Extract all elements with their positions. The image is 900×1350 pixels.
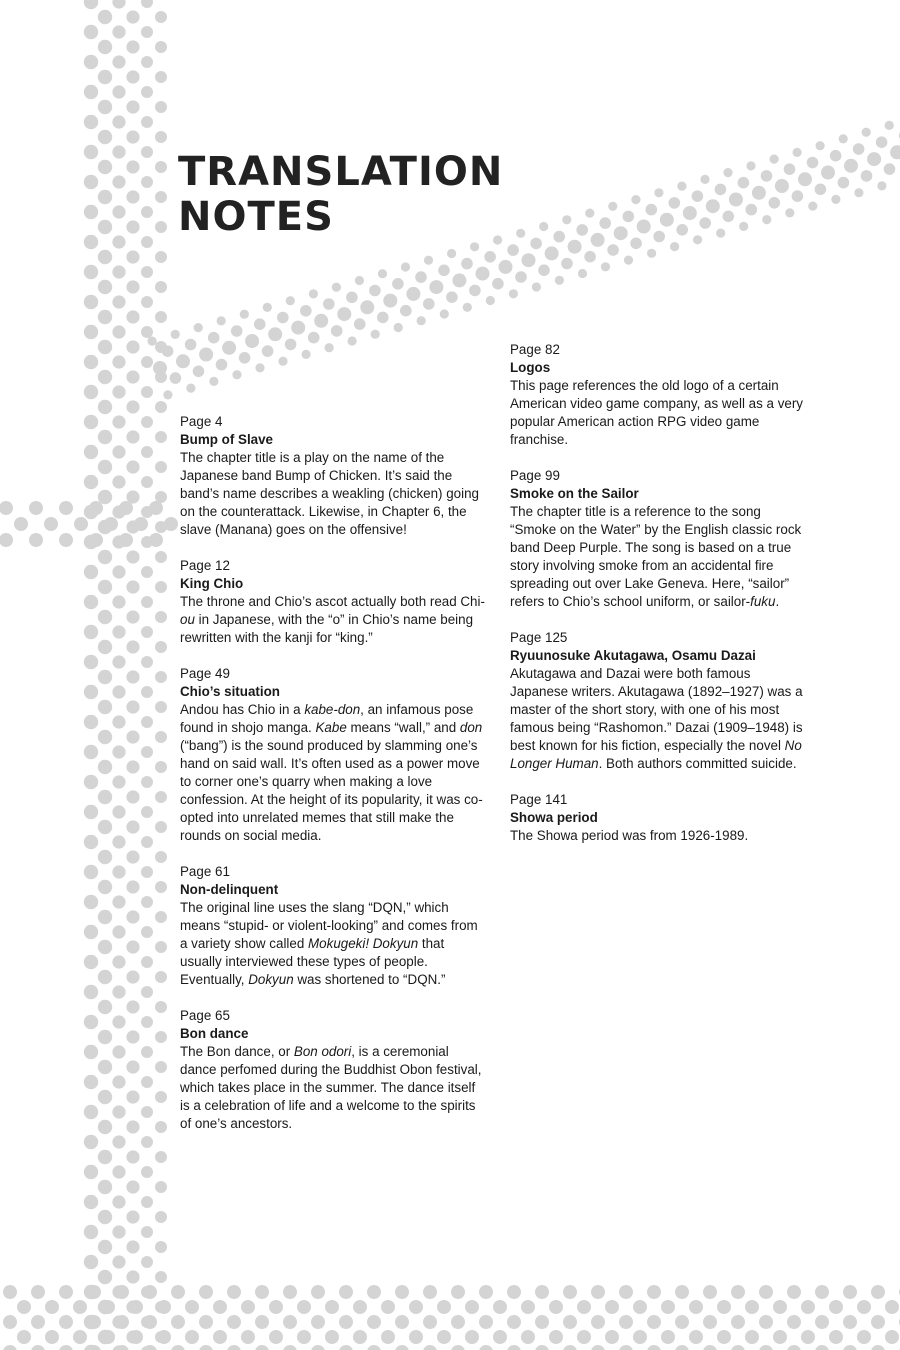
- note-body-italic: ou: [180, 612, 195, 627]
- note-body-text: in Japanese, with the “o” in Chio’s name being rewritten with the kanji for “king.”: [180, 612, 474, 645]
- note-body-italic: Bon odori: [293, 1044, 352, 1059]
- translation-note: [180, 1007, 488, 1133]
- note-body: [510, 827, 810, 845]
- translation-note: [180, 413, 488, 539]
- note-body-text: Andou has Chio in a: [180, 702, 305, 717]
- note-page-number: Page 65: [180, 1008, 230, 1023]
- note-body: [510, 377, 810, 449]
- note-heading: Bump of Slave: [180, 432, 274, 447]
- notes-column-right: [510, 341, 810, 863]
- title-line-1: TRANSLATION: [178, 149, 504, 195]
- note-page-number: Page 141: [510, 792, 568, 807]
- note-body-text: . Both authors committed suicide.: [598, 756, 797, 771]
- note-body-italic: Dokyun: [248, 972, 294, 987]
- note-heading: Ryuunosuke Akutagawa, Osamu Dazai: [510, 648, 756, 663]
- note-heading: Non-delinquent: [180, 882, 279, 897]
- note-body-italic: No Longer Human: [510, 738, 802, 771]
- note-body: [180, 701, 488, 845]
- note-body-text: This page references the old logo of a certain American video game company, as well as a very popular American action RPG video game franchise.: [510, 378, 803, 447]
- note-body-italic: kabe-don: [304, 702, 361, 717]
- title-line-2: NOTES: [178, 194, 334, 240]
- note-heading: Chio’s situation: [180, 684, 280, 699]
- note-body-text: .: [775, 594, 780, 609]
- notes-column-left: [180, 413, 488, 1151]
- note-body-text: , an infamous pose found in shojo manga.: [180, 702, 474, 735]
- page-title: [178, 150, 503, 240]
- note-body: [180, 1043, 488, 1133]
- note-heading: Logos: [510, 360, 551, 375]
- translation-note: [180, 863, 488, 989]
- translation-note: [180, 557, 488, 647]
- note-page-number: Page 4: [180, 414, 223, 429]
- note-heading: Showa period: [510, 810, 598, 825]
- note-heading: Smoke on the Sailor: [510, 486, 639, 501]
- note-body-text: The throne and Chio’s ascot actually both read Chi-: [180, 594, 485, 609]
- note-body-text: The original line uses the slang “DQN,” which means “stupid- or violent-looking” and comes from a variety show called: [180, 900, 478, 951]
- note-body-text: means “wall,” and: [346, 720, 460, 735]
- note-body-text: The Bon dance, or: [180, 1044, 294, 1059]
- note-body: [180, 449, 488, 539]
- translation-note: [510, 341, 810, 449]
- note-page-number: Page 82: [510, 342, 560, 357]
- note-body: [180, 899, 488, 989]
- note-body: [510, 665, 810, 773]
- note-body-italic: Kabe: [315, 720, 347, 735]
- note-body-text: was shortened to “DQN.”: [293, 972, 446, 987]
- note-heading: Bon dance: [180, 1026, 249, 1041]
- note-body-italic: fuku: [750, 594, 776, 609]
- note-page-number: Page 125: [510, 630, 568, 645]
- note-page-number: Page 12: [180, 558, 230, 573]
- note-body: [180, 593, 488, 647]
- note-page-number: Page 49: [180, 666, 230, 681]
- note-page-number: Page 61: [180, 864, 230, 879]
- note-body-text: (“bang”) is the sound produced by slamming one’s hand on said wall. It’s often used as a power move to corner one’s quarry when making a love confession. At the height of its popularity, it was co-opted into unrelated memes that still make the rounds on social media.: [180, 738, 483, 843]
- note-body-text: The Showa period was from 1926-1989.: [510, 828, 749, 843]
- note-body-text: that usually interviewed these types of people. Eventually,: [180, 936, 445, 987]
- note-body: [510, 503, 810, 611]
- note-body-text: The chapter title is a play on the name of the Japanese band Bump of Chicken. It’s said the band’s name describes a weakling (chicken) going on the counterattack. Likewise, in Chapter 6, the slave (Manana) goes on the offensive!: [180, 450, 479, 537]
- note-body-text: , is a ceremonial dance perfomed during the Buddhist Obon festival, which takes place in the summer. The dance itself is a celebration of life and a welcome to the spirits of one’s ancestors.: [180, 1044, 482, 1131]
- note-body-italic: don: [459, 720, 483, 735]
- note-body-text: The chapter title is a reference to the song “Smoke on the Water” by the English classic rock band Deep Purple. The song is based on a true story involving smoke from an accidental fire spreading out over Lake Geneva. Here, “sailor” refers to Chio’s school uniform, or sailor-: [510, 504, 802, 609]
- note-body-italic: Mokugeki! Dokyun: [308, 936, 419, 951]
- note-body-text: Akutagawa and Dazai were both famous Japanese writers. Akutagawa (1892–1927) was a master of the short story, with one of his most famous being “Rashomon.” Dazai (1909–1948) is best known for his fiction, especially the novel: [510, 666, 803, 753]
- translation-note: [510, 629, 810, 773]
- note-heading: King Chio: [180, 576, 244, 591]
- translation-note: [510, 791, 810, 845]
- note-page-number: Page 99: [510, 468, 560, 483]
- translation-note: [510, 467, 810, 611]
- translation-note: [180, 665, 488, 845]
